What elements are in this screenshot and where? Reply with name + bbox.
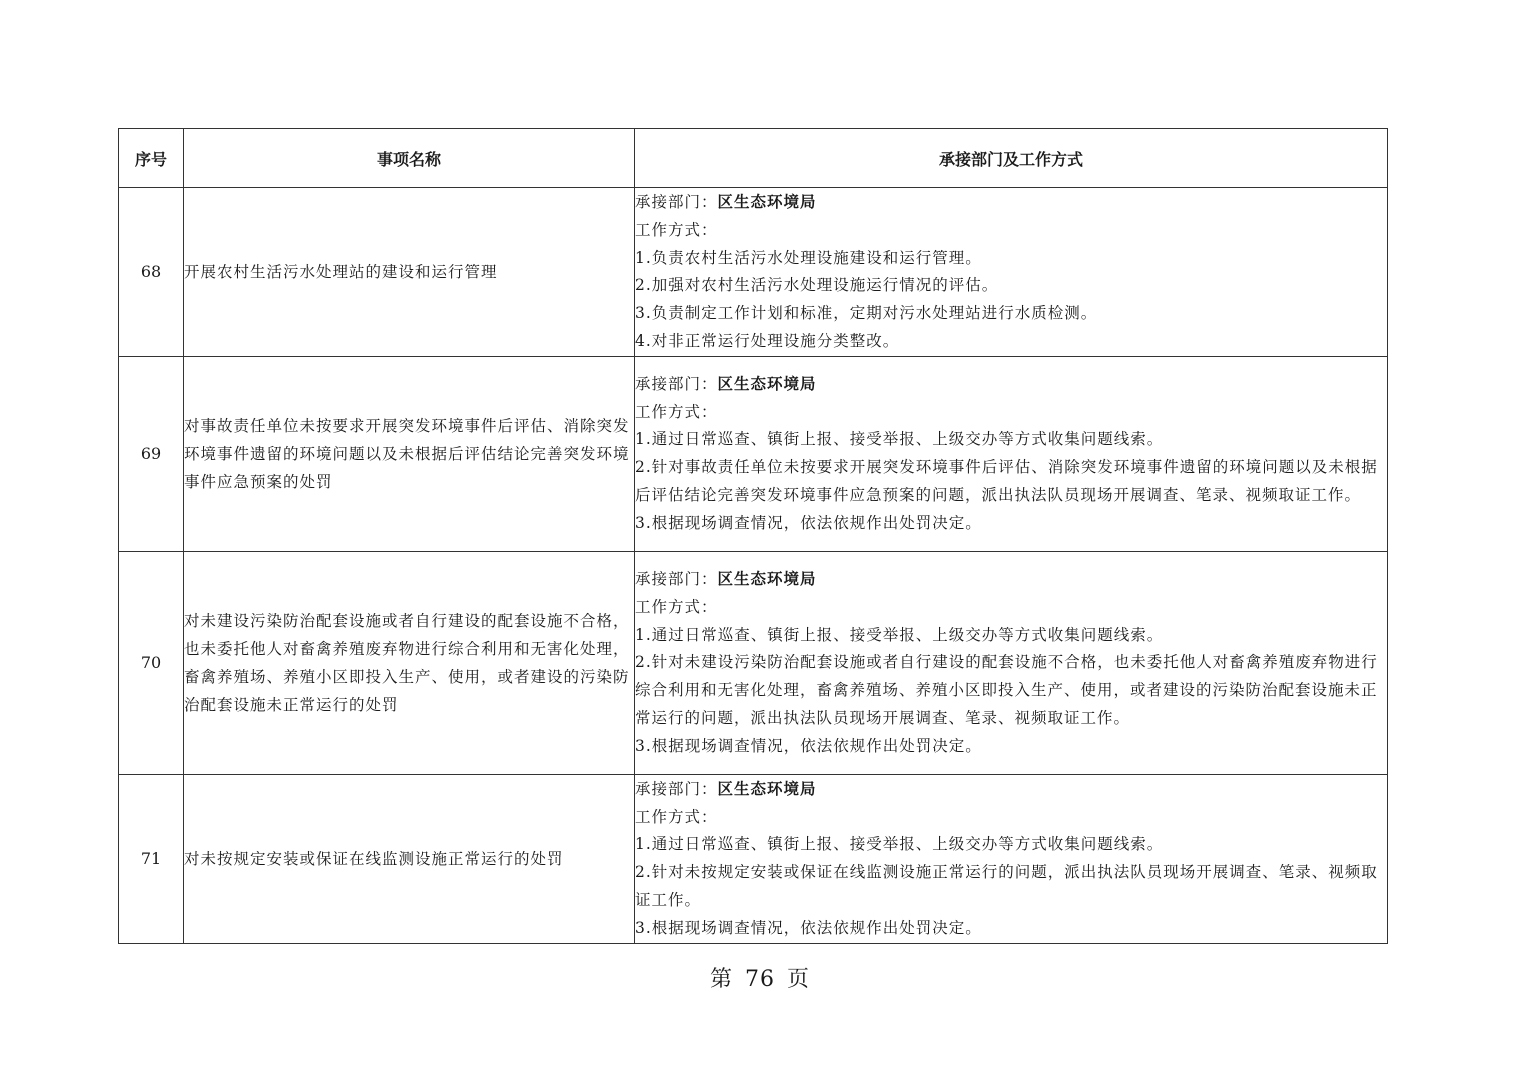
department-line (635, 565, 1387, 594)
method-step: 1.负责农村生活污水处理设施建设和运行管理。 (635, 248, 982, 267)
method-step: 1.通过日常巡查、镇街上报、接受举报、上级交办等方式收集问题线索。 (635, 430, 1164, 449)
department-label: 承接部门： (635, 193, 718, 211)
page-number: 76 (745, 967, 775, 992)
method-step: 4.对非正常运行处理设施分类整改。 (635, 331, 900, 350)
row-department-method (635, 551, 1388, 774)
department-label: 承接部门： (635, 779, 718, 798)
table-row (119, 774, 1388, 943)
row-serial-number: 71 (119, 774, 184, 943)
method-step: 3.负责制定工作计划和标准，定期对污水处理站进行水质检测。 (635, 304, 1098, 323)
row-serial-number: 68 (119, 188, 184, 357)
row-serial-number: 69 (119, 356, 184, 551)
department-label: 承接部门： (635, 374, 718, 393)
method-step: 2.针对未建设污染防治配套设施或者自行建设的配套设施不合格，也未委托他人对畜禽养殖废弃物进行综合利用和无害化处理，畜禽养殖场、养殖小区即投入生产、使用，或者建设的污染防治配套设施未正常运行的问题，派出执法队员现场开展调查、笔录、视频取证工作。 (635, 653, 1378, 727)
method-step: 1.通过日常巡查、镇街上报、接受举报、上级交办等方式收集问题线索。 (635, 625, 1164, 644)
row-serial-number: 70 (119, 551, 184, 774)
header-department-method: 承接部门及工作方式 (635, 129, 1388, 188)
method-step: 3.根据现场调查情况，依法依规作出处罚决定。 (635, 736, 982, 755)
department-value: 区生态环境局 (717, 373, 817, 393)
method-label: 工作方式： (635, 220, 718, 239)
row-item-name: 对未建设污染防治配套设施或者自行建设的配套设施不合格，也未委托他人对畜禽养殖废弃物进行综合利用和无害化处理，畜禽养殖场、养殖小区即投入生产、使用，或者建设的污染防治配套设施未正常运行的处罚 (184, 551, 635, 774)
method-label: 工作方式： (635, 807, 718, 826)
method-label: 工作方式： (635, 402, 718, 421)
table-row (119, 551, 1388, 774)
department-line (635, 370, 1387, 399)
method-step: 3.根据现场调查情况，依法依规作出处罚决定。 (635, 513, 982, 532)
page-number-prefix: 第 (709, 967, 733, 992)
method-step: 2.针对事故责任单位未按要求开展突发环境事件后评估、消除突发环境事件遗留的环境问题以及未根据后评估结论完善突发环境事件应急预案的问题，派出执法队员现场开展调查、笔录、视频取证工作。 (635, 458, 1378, 505)
table-header-row (119, 129, 1388, 188)
method-step: 1.通过日常巡查、镇街上报、接受举报、上级交办等方式收集问题线索。 (635, 835, 1164, 854)
row-item-name: 对事故责任单位未按要求开展突发环境事件后评估、消除突发环境事件遗留的环境问题以及未根据后评估结论完善突发环境事件应急预案的处罚 (184, 356, 635, 551)
header-item-name: 事项名称 (184, 129, 635, 188)
row-item-name: 开展农村生活污水处理站的建设和运行管理 (184, 188, 635, 357)
table-row (119, 188, 1388, 357)
department-line (635, 188, 1387, 217)
department-label: 承接部门： (635, 569, 718, 588)
table-row (119, 356, 1388, 551)
page-footer (0, 962, 1520, 993)
row-item-name: 对未按规定安装或保证在线监测设施正常运行的处罚 (184, 774, 635, 943)
method-step: 2.加强对农村生活污水处理设施运行情况的评估。 (635, 276, 999, 295)
department-value: 区生态环境局 (717, 192, 817, 211)
department-value: 区生态环境局 (717, 568, 817, 588)
header-serial-number: 序号 (119, 129, 184, 188)
department-line (635, 775, 1387, 804)
method-step: 3.根据现场调查情况，依法依规作出处罚决定。 (635, 918, 982, 937)
method-step: 2.针对未按规定安装或保证在线监测设施正常运行的问题，派出执法队员现场开展调查、笔录、视频取证工作。 (635, 863, 1378, 909)
items-table (118, 128, 1388, 944)
row-department-method (635, 356, 1388, 551)
page-number-suffix: 页 (787, 967, 811, 992)
department-value: 区生态环境局 (717, 778, 817, 798)
method-label: 工作方式： (635, 597, 718, 616)
row-department-method (635, 188, 1388, 357)
row-department-method (635, 774, 1388, 943)
